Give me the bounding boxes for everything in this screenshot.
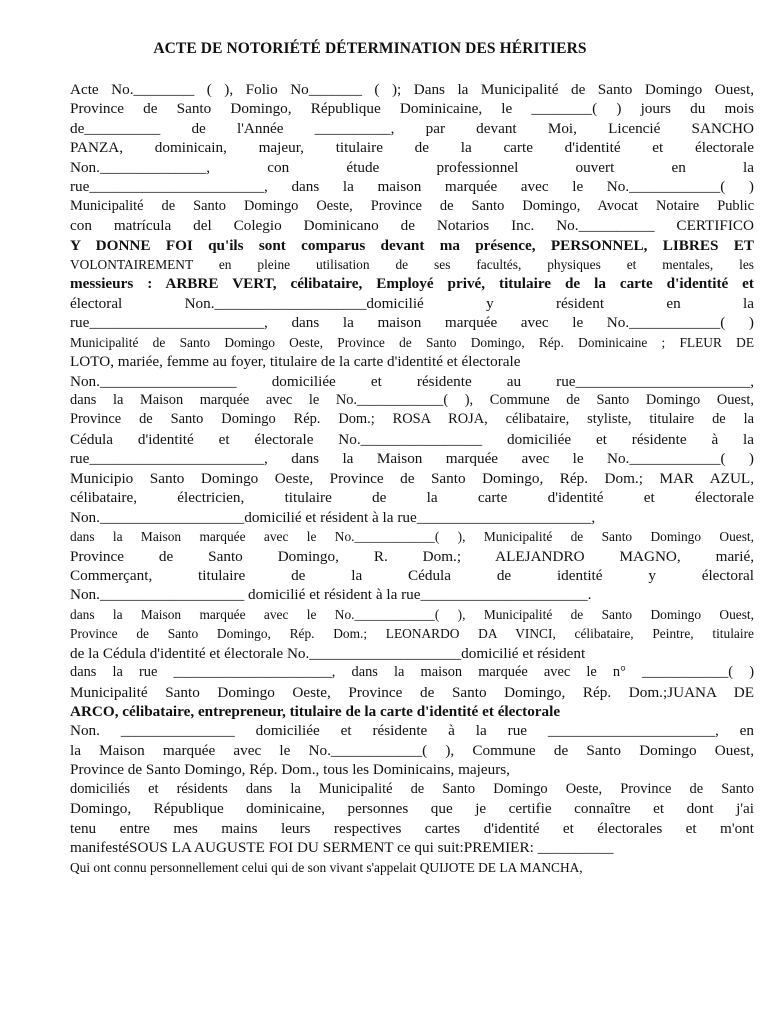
paragraph-line: VOLONTAIREMENT en pleine utilisation de ses facultés, physiques et mentales, les (70, 256, 754, 272)
paragraph-line: Province de Santo Domingo, Rép. Dom., tous les Dominicains, majeurs, (70, 761, 510, 779)
paragraph-line: Province de Santo Domingo Rép. Dom.; ROSA ROJA, célibataire, styliste, titulaire de la (70, 411, 754, 428)
paragraph-line: dans la Maison marquée avec le No.____________( ), Municipalité de Santo Domingo Ouest, (70, 529, 754, 545)
paragraph-line: Qui ont connu personnellement celui qui de son vivant s'appelait QUIJOTE DE LA MANCHA, (70, 859, 583, 875)
paragraph-line: Non.___________________domicilié et résident à la rue_______________________, (70, 508, 596, 526)
paragraph-line: dans la Maison marquée avec le No.____________( ), Commune de Santo Domingo Ouest, (70, 392, 754, 408)
paragraph-line: manifestéSOUS LA AUGUSTE FOI DU SERMENT ce qui suit:PREMIER: __________ (70, 839, 614, 857)
paragraph-line: Commerçant, titulaire de la Cédula de identité y électoral (70, 566, 754, 584)
paragraph-line: célibataire, électricien, titulaire de la carte d'identité et électorale (70, 489, 754, 507)
paragraph-line: Municipalité Santo Domingo Oeste, Province de Santo Domingo, Rép. Dom.;JUANA DE (70, 683, 754, 701)
paragraph-line: rue_______________________, dans la maison marquée avec le No.____________( ) (70, 178, 754, 196)
paragraph-line: tenu entre mes mains leurs respectives cartes d'identité et électorales et m'ont (70, 819, 754, 837)
paragraph-line: de la Cédula d'identité et électorale No.____________________domicilié et résident (70, 644, 586, 662)
paragraph-line: électoral Non.____________________domicilié y résident en la (70, 294, 754, 312)
paragraph-line: Province de Santo Domingo, Rép. Dom.; LEONARDO DA VINCI, célibataire, Peintre, titulaire (70, 626, 754, 642)
paragraph-line: domiciliés et résidents dans la Municipalité de Santo Domingo Oeste, Province de Santo (70, 780, 754, 797)
paragraph-line: de__________ de l'Année __________, par devant Moi, Licencié SANCHO (70, 119, 754, 137)
paragraph-line: Non. _______________ domiciliée et résidente à la rue ______________________, en (70, 722, 754, 740)
paragraph-line: dans la rue ______________________, dans la maison marquée avec le n° ____________( ) (70, 664, 754, 681)
paragraph-line: LOTO, mariée, femme au foyer, titulaire de la carte d'identité et électorale (70, 353, 521, 371)
paragraph-line: ARCO, célibataire, entrepreneur, titulaire de la carte d'identité et électorale (70, 703, 561, 720)
document-title: ACTE DE NOTORIÉTÉ DÉTERMINATION DES HÉRITIERS (153, 40, 587, 57)
paragraph-line: rue_______________________, dans la maison marquée avec le No.____________( ) (70, 314, 754, 332)
paragraph-line: Cédula d'identité et électorale No.________________ domiciliée et résidente à la (70, 430, 754, 448)
paragraph-line: Province de Santo Domingo, République Dominicaine, le ________( ) jours du mois (70, 100, 754, 118)
paragraph-line: PANZA, dominicain, majeur, titulaire de la carte d'identité et électorale (70, 139, 754, 157)
paragraph-line: Acte No.________ ( ), Folio No_______ ( ); Dans la Municipalité de Santo Domingo Ouest, (70, 81, 754, 98)
paragraph-line: Domingo, République dominicaine, personnes que je certifie connaître et dont j'ai (70, 800, 754, 818)
paragraph-line: Province de Santo Domingo, R. Dom.; ALEJANDRO MAGNO, marié, (70, 547, 754, 565)
paragraph-line: Non.______________, con étude professionnel ouvert en la (70, 158, 754, 176)
paragraph-line: messieurs : ARBRE VERT, célibataire, Employé privé, titulaire de la carte d'identité et (70, 275, 754, 293)
paragraph-line: Municipalité de Santo Domingo Oeste, Province de Santo Domingo, Avocat Notaire Public (70, 197, 754, 214)
paragraph-line: dans la Maison marquée avec le No.____________( ), Municipalité de Santo Domingo Ouest, (70, 606, 754, 622)
paragraph-line: Municipalité de Santo Domingo Oeste, Province de Santo Domingo, Rép. Dominicaine ; FLEUR DE (70, 334, 754, 350)
document-body (70, 80, 754, 877)
paragraph-line: Municipio Santo Domingo Oeste, Province de Santo Domingo, Rép. Dom.; MAR AZUL, (70, 469, 754, 487)
paragraph-line: Non.__________________ domiciliée et résidente au rue_______________________, (70, 372, 754, 390)
paragraph-line: con matrícula del Colegio Dominicano de Notarios Inc. No.__________ CERTIFICO (70, 217, 754, 235)
paragraph-line: Y DONNE FOI qu'ils sont comparus devant ma présence, PERSONNEL, LIBRES ET (70, 236, 754, 254)
paragraph-line: Non.___________________ domicilié et résident à la rue______________________. (70, 586, 592, 604)
paragraph-line: la Maison marquée avec le No.____________( ), Commune de Santo Domingo Ouest, (70, 741, 754, 759)
paragraph-line: rue_______________________, dans la Maison marquée avec le No.____________( ) (70, 450, 754, 468)
